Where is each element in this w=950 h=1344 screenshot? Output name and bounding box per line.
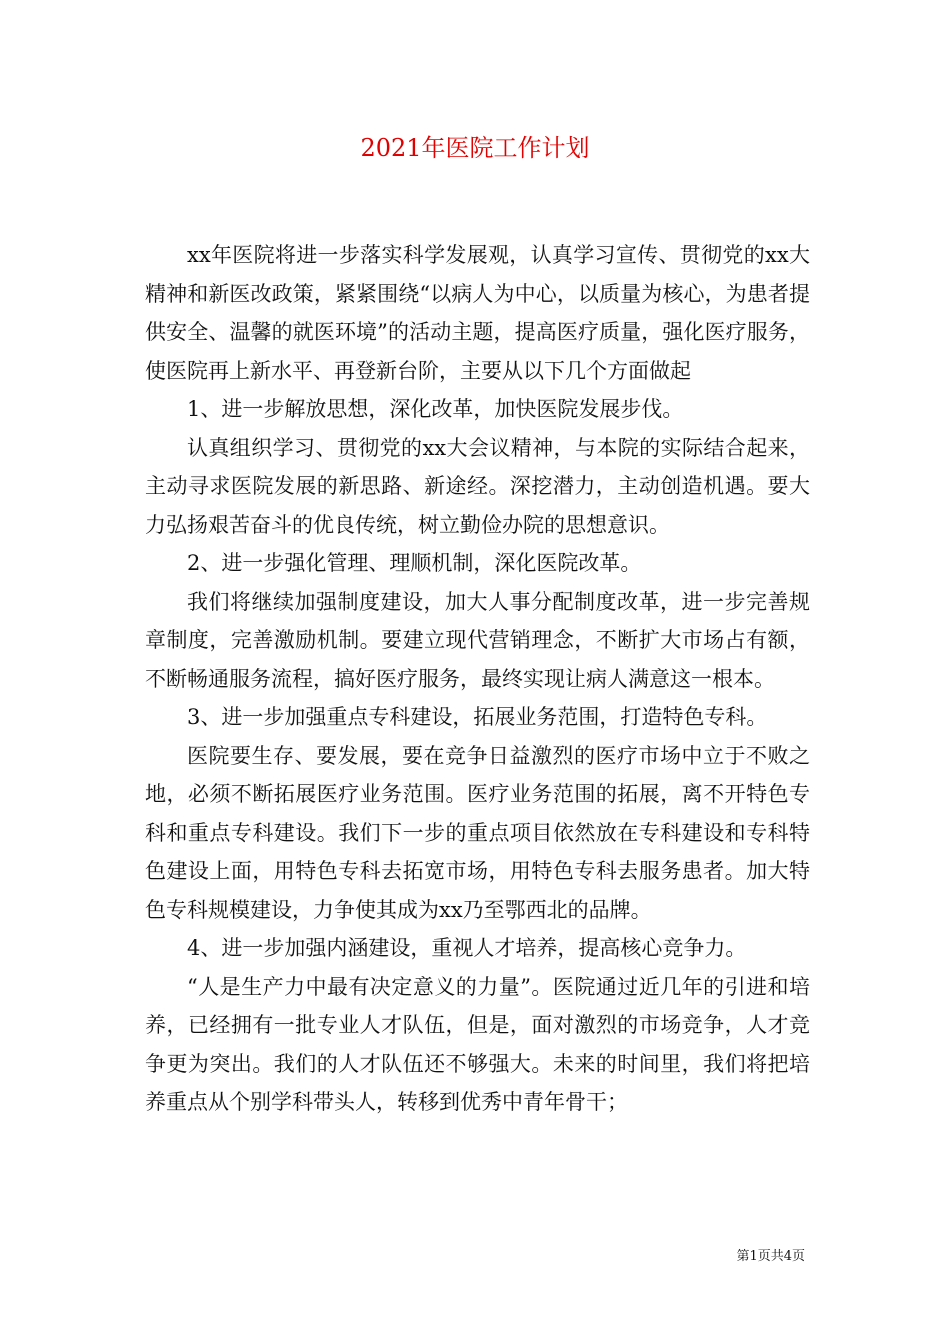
section-heading-2: 2、进一步强化管理、理顺机制，深化医院改革。 [187, 551, 642, 575]
paragraph-section-3: 医院要生存、要发展，要在竞争日益激烈的医疗市场中立于不败之地，必须不断拓展医疗业务范围。医疗业务范围的拓展，离不开特色专科和重点专科建设。我们下一步的重点项目依然放在专科建设和专科特色建设上面，用特色专科去拓宽市场，用特色专科去服务患者。加大特色专科规模建设，力争使其成为xx乃至鄂西北的品牌。 [145, 743, 810, 922]
paragraph-intro: xx年医院将进一步落实科学发展观，认真学习宣传、贯彻党的xx大精神和新医改政策，紧紧围绕“以病人为中心，以质量为核心，为患者提供安全、温馨的就医环境”的活动主题，提高医疗质量，强化医疗服务，使医院再上新水平、再登新台阶，主要从以下几个方面做起 [145, 243, 810, 383]
page-title: 2021年医院工作计划 [360, 134, 590, 162]
paragraph-section-1: 认真组织学习、贯彻党的xx大会议精神，与本院的实际结合起来，主动寻求医院发展的新思路、新途经。深挖潜力，主动创造机遇。要大力弘扬艰苦奋斗的优良传统，树立勤俭办院的思想意识。 [145, 435, 810, 537]
section-heading-1: 1、进一步解放思想，深化改革，加快医院发展步伐。 [187, 397, 684, 421]
page-footer: 第1页共4页 [736, 1249, 805, 1264]
paragraph-section-2: 我们将继续加强制度建设，加大人事分配制度改革，进一步完善规章制度，完善激励机制。要建立现代营销理念，不断扩大市场占有额，不断畅通服务流程，搞好医疗服务，最终实现让病人满意这一根本。 [145, 589, 810, 691]
paragraph-section-4: “人是生产力中最有决定意义的力量”。医院通过近几年的引进和培养，已经拥有一批专业人才队伍，但是，面对激烈的市场竞争，人才竞争更为突出。我们的人才队伍还不够强大。未来的时间里，我们将把培养重点从个别学科带头人，转移到优秀中青年骨干； [145, 974, 810, 1114]
document-body [145, 236, 810, 1122]
section-heading-3: 3、进一步加强重点专科建设，拓展业务范围，打造特色专科。 [187, 705, 768, 729]
section-heading-4: 4、进一步加强内涵建设，重视人才培养，提高核心竞争力。 [187, 936, 747, 960]
